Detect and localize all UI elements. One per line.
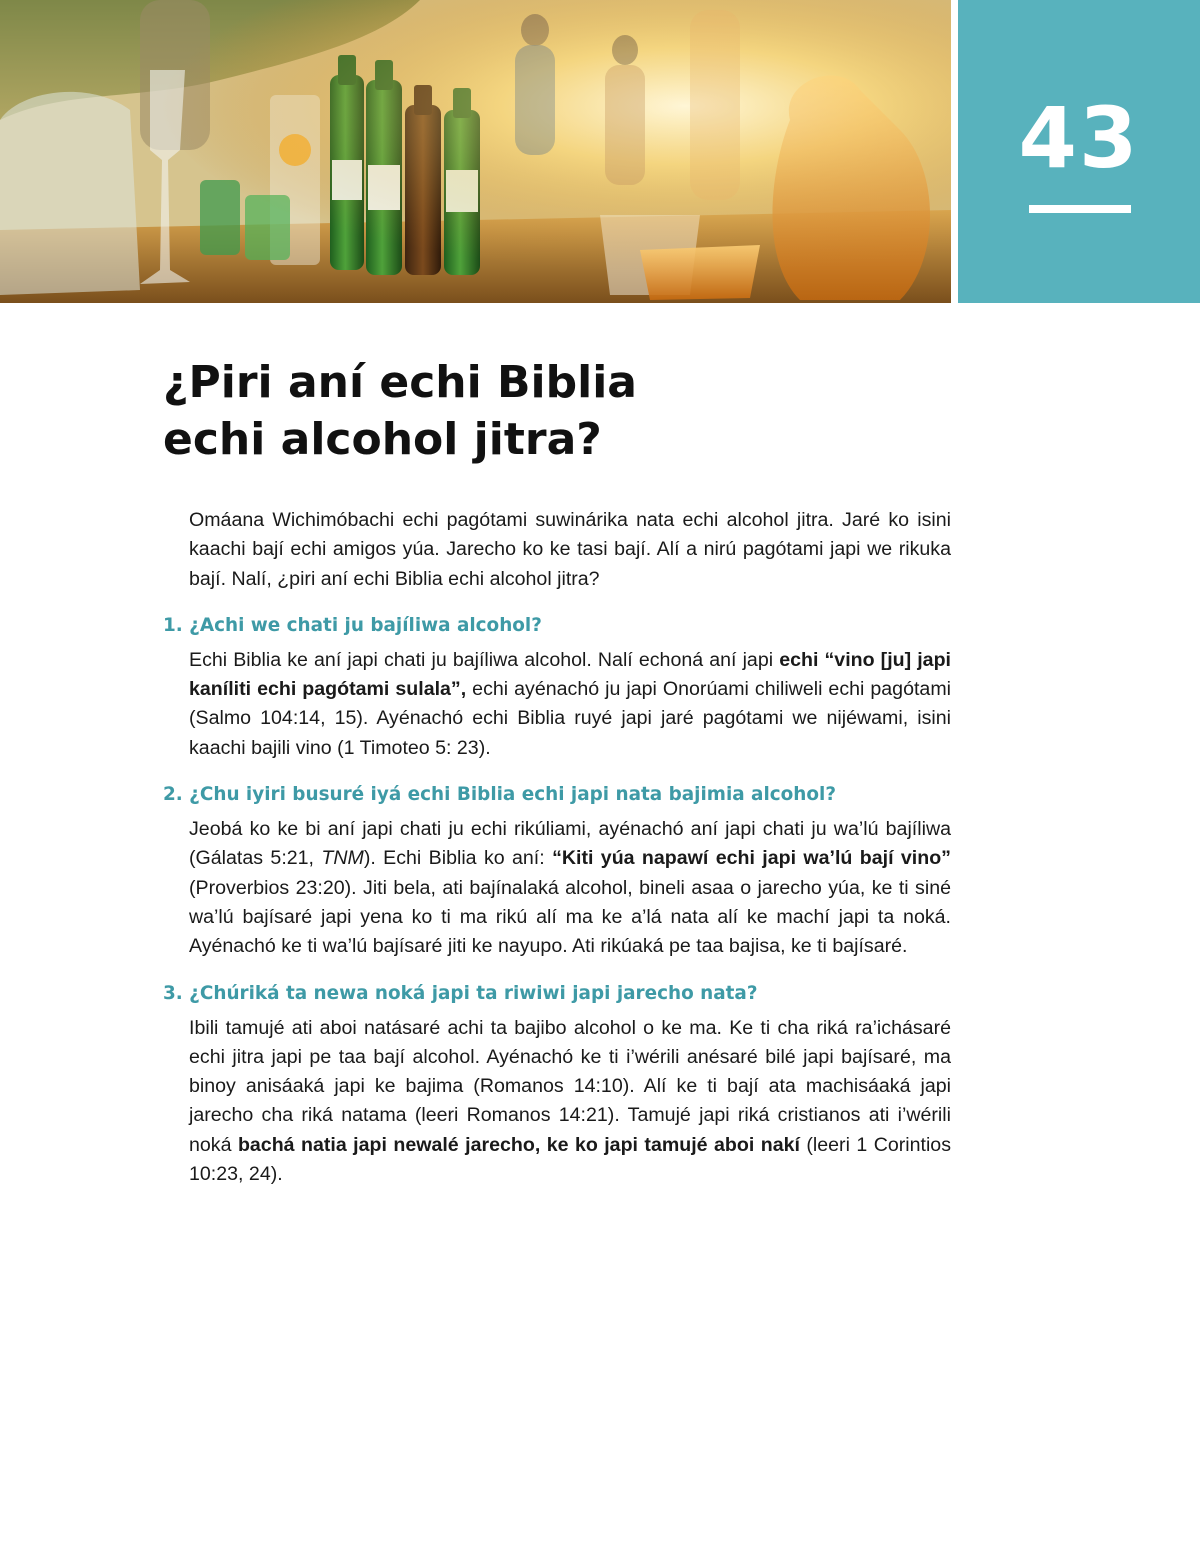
question-section-2	[163, 781, 953, 961]
question-body-3	[189, 1014, 951, 1190]
page-title-line-2: echi alcohol jitra?	[163, 414, 602, 465]
lesson-number-underline	[1029, 205, 1131, 213]
page-title-line-1: ¿Piri aní echi Biblia	[163, 357, 637, 408]
abbreviation-text: TNM	[321, 847, 364, 870]
question-heading-1: 1. ¿Achi we chati ju bajíliwa alcohol?	[163, 614, 542, 636]
body-text: Jeobá ko ke bi aní japi chati ju echi rikúliami, ayénachó aní japi chati ju wa’lú bajíliwa (Gálatas 5:21,	[189, 818, 951, 870]
question-body-2	[189, 815, 951, 961]
question-heading-2: 2. ¿Chu iyiri busuré iyá echi Biblia echi japi nata bajimia alcohol?	[163, 784, 837, 806]
body-text: ). Echi Biblia ko aní:	[363, 847, 553, 870]
emphasis-text: echi “vino [ju] japi kaníliti echi pagótami sulala”,	[189, 648, 951, 701]
question-section-3	[163, 980, 953, 1190]
question-heading-3: 3. ¿Chúriká ta newa noká japi ta riwiwi japi jarecho nata?	[163, 982, 758, 1004]
emphasis-text: bachá natia japi newalé jarecho, ke ko japi tamujé aboi nakí	[237, 1133, 800, 1156]
body-text: (leeri 1 Corintios 10:23, 24).	[189, 1133, 952, 1186]
intro-paragraph: Omáana Wichimóbachi echi pagótami suwinárika nata echi alcohol jitra. Jaré ko isini kaachi bají echi amigos yúa. Jarecho ko ke tasi bají. Alí a nirú pagótami japi we rikuka bají. Nalí, ¿piri aní echi Biblia echi alcohol jitra?	[189, 509, 951, 590]
body-text: Ibili tamujé ati aboi natásaré achi ta bajibo alcohol o ke ma. Ke ti cha riká ra’ichásaré echi jitra japi pe taa bají alcohol. Ayénachó ke ti i’wérili anésaré bilé japi bajísaré, ma binoy anisáaká japi ke bajima (Romanos 14:10). Alí ke ti bají ata machisáaká japi jarecho cha riká natama (leeri Romanos 14:21). Tamujé japi riká cristianos ati i’wérili noká	[189, 1016, 951, 1156]
header-photo	[0, 0, 951, 303]
question-body-1	[189, 646, 951, 763]
body-text: echi ayénachó ju japi Onorúami chiliweli echi pagótami (Salmo 104:14, 15). Ayénachó echi Biblia ruyé japi jaré pagótami we nijéwami, isini kaachi bajili vino (1 Timoteo 5: 23).	[189, 678, 951, 759]
body-text: Echi Biblia ke aní japi chati ju bajíliwa alcohol. Nalí echoná aní japi	[189, 648, 780, 671]
emphasis-text: “Kiti yúa napawí echi japi wa’lú bají vino”	[552, 847, 951, 870]
question-section-1	[163, 612, 953, 763]
body-text: (Proverbios 23:20). Jiti bela, ati bajínalaká alcohol, bineli asaa o jarecho yúa, ke ti siné wa’lú bajísaré japi yena ko ti ma rikú alí ma ke a’lá nata alí ke machí japi ta noká. Ayénachó ke ti wa’lú bajísaré jiti ke nayupo. Ati rikúaká pe taa bajisa, ke ti bajísaré.	[189, 876, 951, 958]
lesson-content	[163, 506, 953, 1189]
lesson-number: 43	[1018, 89, 1140, 187]
page-title	[163, 354, 963, 468]
lesson-number-panel	[958, 0, 1200, 303]
